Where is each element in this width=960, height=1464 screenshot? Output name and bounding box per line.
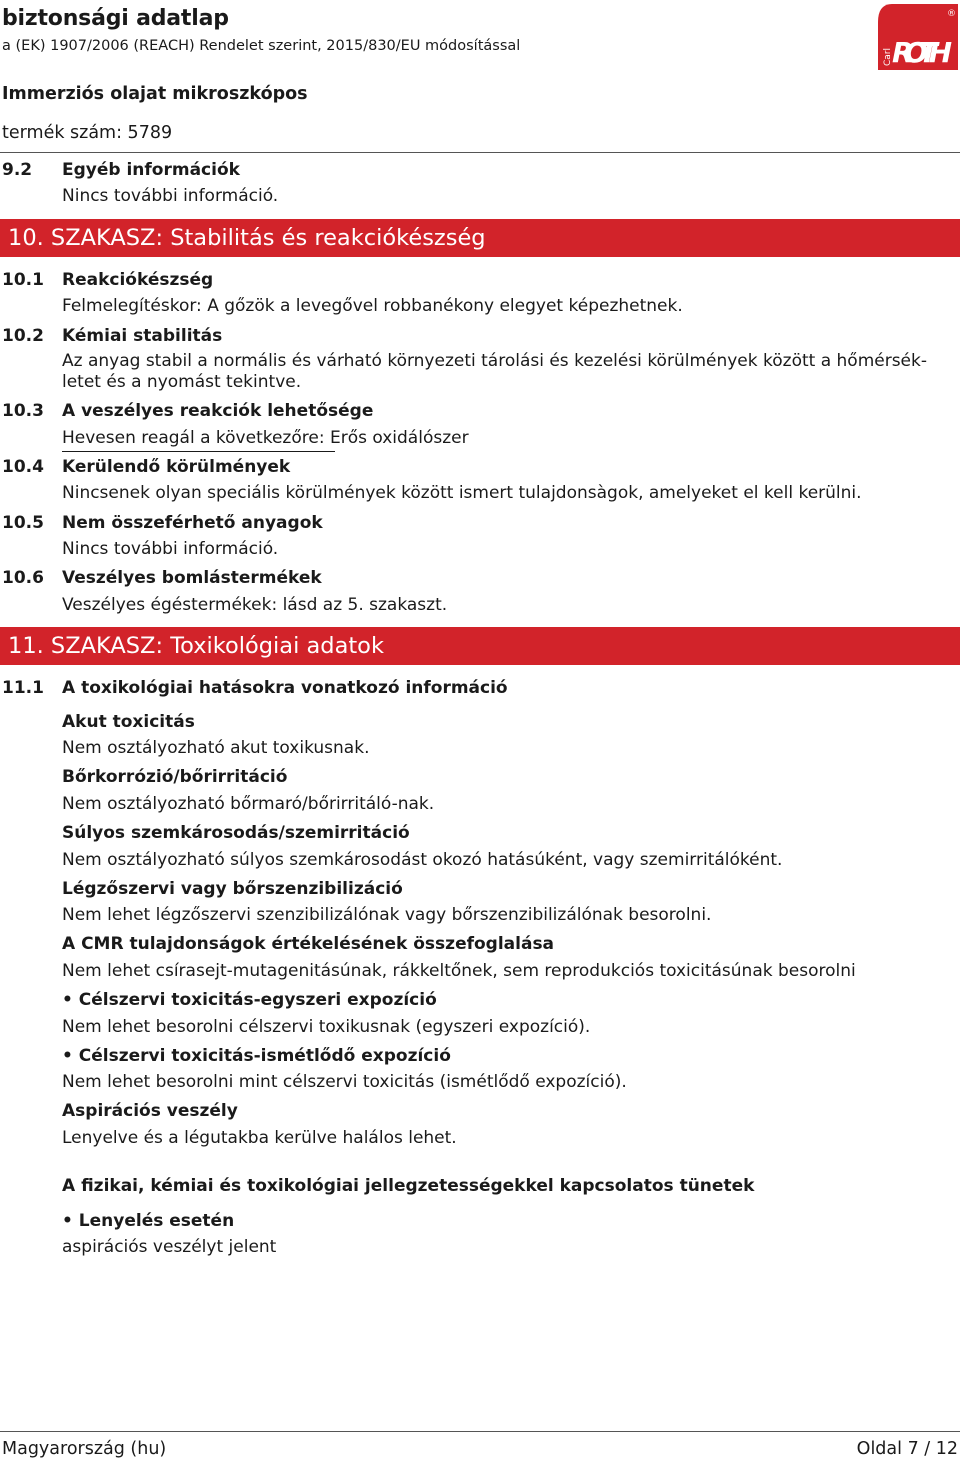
subsection-number: 10.2 xyxy=(2,326,44,346)
text-underline xyxy=(62,451,335,452)
tox-block-text: Nem lehet besorolni célszervi toxikusnak (egyszeri expozíció). xyxy=(62,1017,591,1037)
section-11-header: 11. SZAKASZ: Toxikológiai adatok xyxy=(0,627,960,665)
symptoms-heading: • Lenyelés esetén xyxy=(62,1211,235,1231)
subsection-number: 10.4 xyxy=(2,457,44,477)
product-name: Immerziós olajat mikroszkópos xyxy=(2,84,308,104)
tox-block-heading: Légzőszervi vagy bőrszenzibilizáció xyxy=(62,879,403,899)
tox-block-heading: • Célszervi toxicitás-egyszeri expozíció xyxy=(62,990,437,1010)
regulation-subtitle: a (EK) 1907/2006 (REACH) Rendelet szerint, 2015/830/EU módosítással xyxy=(2,38,521,54)
section-9-2-title: Egyéb információk xyxy=(62,160,240,180)
subsection-text: Nincsenek olyan speciális körülmények között ismert tulajdonsàgok, amelyeket el kell kerülni. xyxy=(62,483,862,503)
subsection-text: Felmelegítéskor: A gőzök a levegővel robbanékony elegyet képezhetnek. xyxy=(62,296,683,316)
subsection-title: Veszélyes bomlástermékek xyxy=(62,568,322,588)
subsection-text: Nincs további információ. xyxy=(62,539,279,559)
document-title: biztonsági adatlap xyxy=(2,6,229,31)
tox-block-text: Nem lehet légzőszervi szenzibilizálónak vagy bőrszenzibilizálónak besorolni. xyxy=(62,905,712,925)
svg-text:Carl: Carl xyxy=(883,48,893,66)
tox-block-heading: Akut toxicitás xyxy=(62,712,195,732)
svg-text:ROTH: ROTH xyxy=(892,36,952,69)
tox-block-text: Nem osztályozható bőrmaró/bőrirritáló-nak. xyxy=(62,794,435,814)
tox-block-text: Nem osztályozható súlyos szemkárosodást okozó hatásúként, vagy szemirritálóként. xyxy=(62,850,783,870)
subsection-number: 10.3 xyxy=(2,401,44,421)
subsection-number: 10.6 xyxy=(2,568,44,588)
subsection-title: Kémiai stabilitás xyxy=(62,326,223,346)
subsection-title: Kerülendő körülmények xyxy=(62,457,291,477)
svg-text:®: ® xyxy=(947,9,956,19)
subsection-title: Reakciókészség xyxy=(62,270,214,290)
tox-block-heading: Súlyos szemkárosodás/szemirritáció xyxy=(62,823,410,843)
footer-divider xyxy=(0,1431,960,1432)
tox-block-heading: A CMR tulajdonságok értékelésének összefoglalása xyxy=(62,934,555,954)
tox-block-heading: • Célszervi toxicitás-ismétlődő expozíció xyxy=(62,1046,451,1066)
subsection-title: A veszélyes reakciók lehetősége xyxy=(62,401,374,421)
subsection-number: 10.5 xyxy=(2,513,44,533)
footer-country: Magyarország (hu) xyxy=(2,1439,167,1459)
tox-block-text: Lenyelve és a légutakba kerülve halálos lehet. xyxy=(62,1128,457,1148)
tox-block-text: Nem lehet besorolni mint célszervi toxicitás (ismétlődő expozíció). xyxy=(62,1072,627,1092)
tox-block-text: Nem osztályozható akut toxikusnak. xyxy=(62,738,370,758)
product-number: termék szám: 5789 xyxy=(2,123,173,143)
subsection-title: A toxikológiai hatásokra vonatkozó információ xyxy=(62,678,508,698)
tox-block-text: Nem lehet csírasejt-mutagenitásúnak, rákkeltőnek, sem reprodukciós toxicitásúnak besorolni xyxy=(62,961,856,981)
subsection-text: Veszélyes égéstermékek: lásd az 5. szakaszt. xyxy=(62,595,448,615)
header-divider xyxy=(0,152,960,153)
section-9-2-text: Nincs további információ. xyxy=(62,186,279,206)
subsection-title: Nem összeférhető anyagok xyxy=(62,513,323,533)
subsection-text: Az anyag stabil a normális és várható környezeti tárolási és kezelési körülmények között a hőmérsék- xyxy=(62,351,927,371)
page-number: Oldal 7 / 12 xyxy=(856,1439,958,1459)
subsection-text: Hevesen reagál a következőre: Erős oxidálószer xyxy=(62,428,469,448)
carl-roth-logo xyxy=(878,4,958,70)
section-9-2-number: 9.2 xyxy=(2,160,33,180)
subsection-number: 11.1 xyxy=(2,678,44,698)
tox-block-heading: Aspirációs veszély xyxy=(62,1101,238,1121)
tox-block-heading: Bőrkorrózió/bőrirritáció xyxy=(62,767,288,787)
symptoms-title: A fizikai, kémiai és toxikológiai jellegzetességekkel kapcsolatos tünetek xyxy=(62,1176,755,1196)
subsection-text: letet és a nyomást tekintve. xyxy=(62,372,302,392)
symptoms-text: aspirációs veszélyt jelent xyxy=(62,1237,277,1257)
subsection-number: 10.1 xyxy=(2,270,44,290)
section-10-header: 10. SZAKASZ: Stabilitás és reakciókészség xyxy=(0,219,960,257)
